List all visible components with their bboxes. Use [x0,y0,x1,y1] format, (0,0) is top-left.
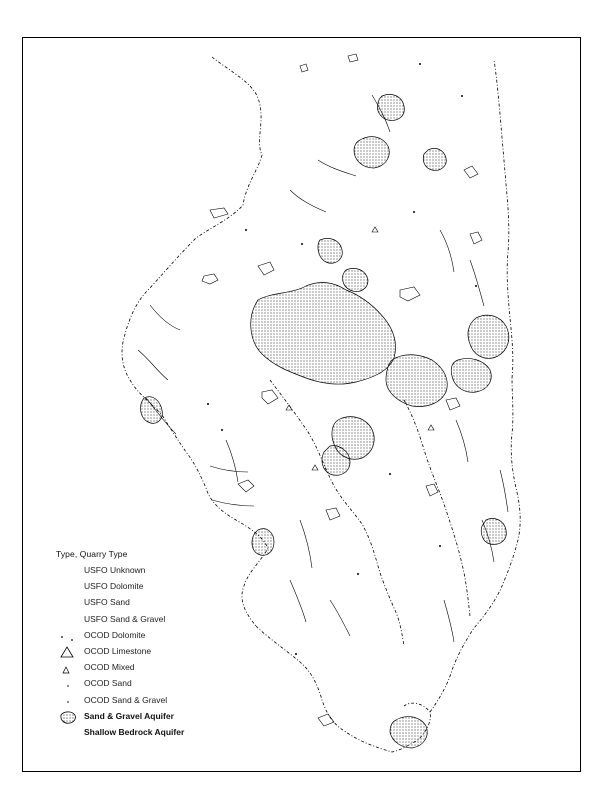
legend-title: Type, Quarry Type [56,549,128,559]
bedrock-12 [318,714,334,726]
aquifer-central-large [251,283,396,385]
aquifer-north-4 [318,238,342,263]
aquifer-north-3 [423,148,446,170]
legend-item-label: Shallow Bedrock Aquifer [84,726,185,737]
legend-item [56,676,276,692]
bedrock-7 [210,208,228,218]
quarry-dot [357,573,359,575]
quarry-dot [461,95,463,97]
outline-northwest [122,57,268,626]
legend-item-label: OCOD Limestone [84,645,152,656]
trace-4 [290,520,350,636]
legend-item [56,644,276,660]
bedrock-11 [426,484,438,496]
bedrock-6 [326,508,340,520]
legend-item [56,725,276,741]
outline-interior-west [270,380,404,646]
quarry-dot [295,653,297,655]
bedrock-14 [348,54,358,62]
aquifer-north-2 [377,94,404,120]
outline-interior-east [404,400,470,616]
legend-item-label: USFO Unknown [84,565,146,575]
legend-item [56,628,276,644]
legend-item [56,612,276,628]
legend-item [56,693,276,709]
bedrock-1 [202,274,218,284]
bedrock-10 [446,398,460,410]
legend-item-label: OCOD Dolomite [84,629,146,640]
bedrock-8 [464,166,478,178]
bedrock-2 [258,262,274,275]
quarry-triangle [312,465,318,470]
bedrock-9 [470,232,482,244]
legend-item [56,595,276,611]
legend-item-label: Sand & Gravel Aquifer [84,710,174,721]
quarry-triangle [372,227,378,232]
legend-item-label: OCOD Mixed [84,662,135,673]
aquifer-west-1 [141,397,163,424]
quarry-dot [245,229,247,231]
quarry-dot [419,63,421,65]
quarry-dot [475,285,477,287]
quarry-dot [439,545,441,547]
legend-item [56,579,276,595]
bedrock-4 [262,390,278,404]
quarry-dot [207,403,209,405]
trace-5 [210,440,254,506]
aquifer-southeast-1 [481,518,506,544]
legend-item [56,660,276,676]
legend-item-label: USFO Sand & Gravel [84,613,166,624]
legend-item-label: OCOD Sand & Gravel [84,694,168,705]
aquifer-north-5 [343,268,368,291]
bedrock-13 [300,64,308,72]
legend-item-label: USFO Dolomite [84,581,144,592]
map-legend [56,549,276,741]
bedrock-3 [400,287,420,301]
trace-6 [444,470,508,642]
legend-item [56,563,276,579]
aquifer-central-east [386,355,447,407]
bedrock-5 [238,480,254,492]
legend-item-label: OCOD Sand [84,678,132,689]
quarry-dot [301,243,303,245]
legend-item-label: USFO Sand [84,597,130,608]
quarry-dot [389,473,391,475]
quarry-dot [413,211,415,213]
aquifer-south-tip [390,717,427,748]
legend-item [56,709,276,725]
aquifer-east-mid [451,358,491,392]
quarry-triangle [428,425,434,430]
aquifer-north-1 [354,137,389,168]
aquifer-east-upper [468,315,509,358]
quarry-dot [221,429,223,431]
outline-southeast [430,378,520,712]
